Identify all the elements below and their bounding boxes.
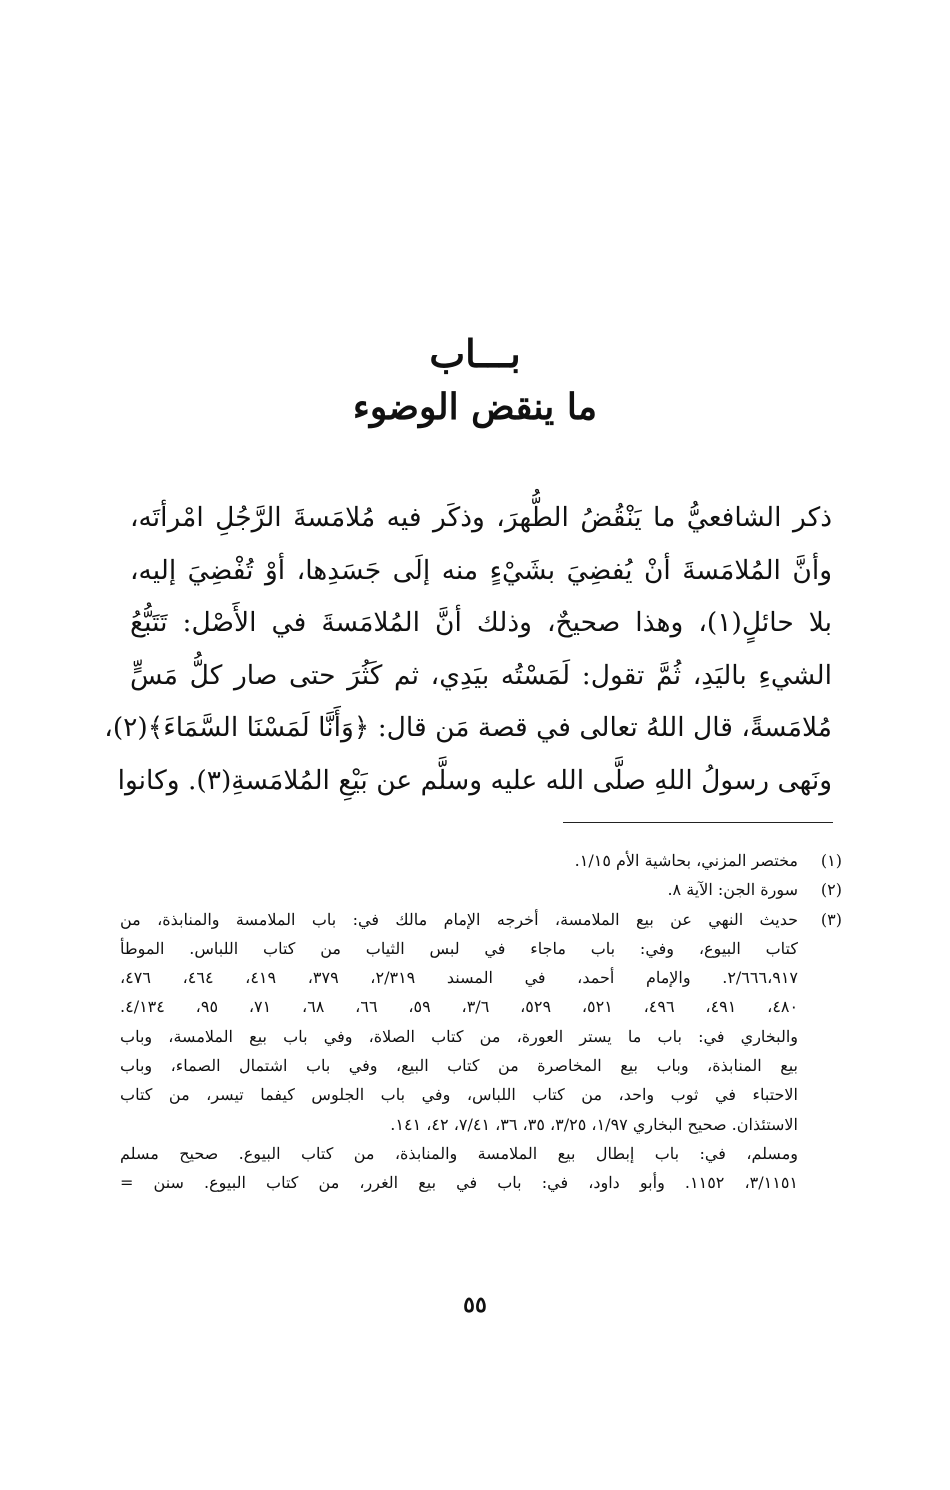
- body-line: وأنَّ المُلامَسةَ أنْ يُفضِيَ بشَيْءٍ منه إلَى جَسَدِها، أوْ تُفْضِيَ إليه،: [130, 554, 832, 586]
- footnote-line: حديث النهي عن بيع الملامسة، أخرجه الإمام مالك في: باب الملامسة والمنابذة، من: [120, 909, 798, 929]
- footnote-line: بيع المنابذة، وباب بيع المخاصرة من كتاب البيع، وفي باب اشتمال الصماء، وباب: [120, 1056, 798, 1076]
- footnote-line: مختصر المزني، بحاشية الأم ١/١٥.: [574, 851, 798, 870]
- footnote-line: الاحتباء في ثوب واحد، من كتاب اللباس، وفي باب الجلوس كيفما تيسر، من كتاب: [120, 1085, 799, 1105]
- footnote-line: سورة الجن: الآية ٨.: [667, 880, 798, 900]
- body-paragraph: [104, 492, 832, 807]
- footnote-line: ٢/٦٦٦،٩١٧. والإمام أحمد، في المسند ٢/٣١٩، ٣٧٩، ٤١٩، ٤٦٤، ٤٧٦،: [120, 968, 799, 988]
- footnote-line: ٤٨٠، ٤٩١، ٤٩٦، ٥٢١، ٥٢٩، ٣/٦، ٥٩، ٦٦، ٦٨، ٧١، ٩٥، ٤/١٣٤.: [120, 997, 799, 1017]
- footnote-separator: [563, 822, 833, 823]
- body-line: بلا حائلٍ(١)، وهذا صحيحٌ، وذلك أنَّ المُلامَسةَ في الأَصْل: تَتَبُّعُ: [130, 607, 832, 638]
- body-line: مُلامَسةً، قال اللهُ تعالى في قصة مَن قال: ﴿وَأَنَّا لَمَسْنَا السَّمَاءَ﴾(٢)،: [104, 712, 832, 743]
- footnote-line: كتاب البيوع، وفي: باب ماجاء في لبس الثياب من كتاب اللباس. الموطأ: [120, 938, 798, 958]
- footnote-line: ٣/١١٥١، ١١٥٢. وأبو داود، في: باب في بيع الغرر، من كتاب البيوع. سنن =: [120, 1173, 799, 1193]
- footnote-line: الاستئذان. صحيح البخاري ١/٩٧، ٣/٢٥، ٣٥، ٣٦، ٧/٤١، ٤٢، ١٤١.: [390, 1114, 798, 1134]
- body-line: الشيءِ باليَدِ، ثُمَّ تقول: لَمَسْتُه بيَدِي، ثم كَثُرَ حتى صار كلُّ مَسٍّ: [130, 659, 832, 691]
- footnotes-section: [120, 846, 842, 1198]
- page-number: ٥٥: [463, 1292, 487, 1318]
- body-line: ونَهى رسولُ اللهِ صلَّى الله عليه وسلَّم عن بَيْعِ المُلامَسةِ(٣). وكانوا: [117, 764, 832, 796]
- footnote-number: (٣): [820, 909, 842, 929]
- footnote-text: [120, 905, 798, 1198]
- chapter-title: ما ينقض الوضوء: [352, 386, 598, 428]
- footnote-2: [120, 875, 842, 904]
- chapter-label: بـــاب: [429, 331, 521, 376]
- footnote-1: [120, 846, 842, 875]
- footnote-text: [120, 875, 798, 904]
- footnote-line: ومسلم، في: باب إبطال بيع الملامسة والمنابذة، من كتاب البيوع. صحيح مسلم: [120, 1143, 799, 1163]
- footnote-3: [120, 905, 842, 1198]
- footnote-line: والبخاري في: باب ما يستر العورة، من كتاب الصلاة، وفي باب بيع الملامسة، وباب: [120, 1026, 798, 1046]
- footnote-number: (٢): [820, 880, 842, 900]
- body-line: ذكر الشافعيُّ ما يَنْقُضُ الطُّهرَ، وذكَر فيه مُلامَسةَ الرَّجُلِ امْرأتَه،: [130, 502, 832, 533]
- footnote-text: [120, 846, 798, 875]
- footnote-number: (١): [820, 851, 842, 870]
